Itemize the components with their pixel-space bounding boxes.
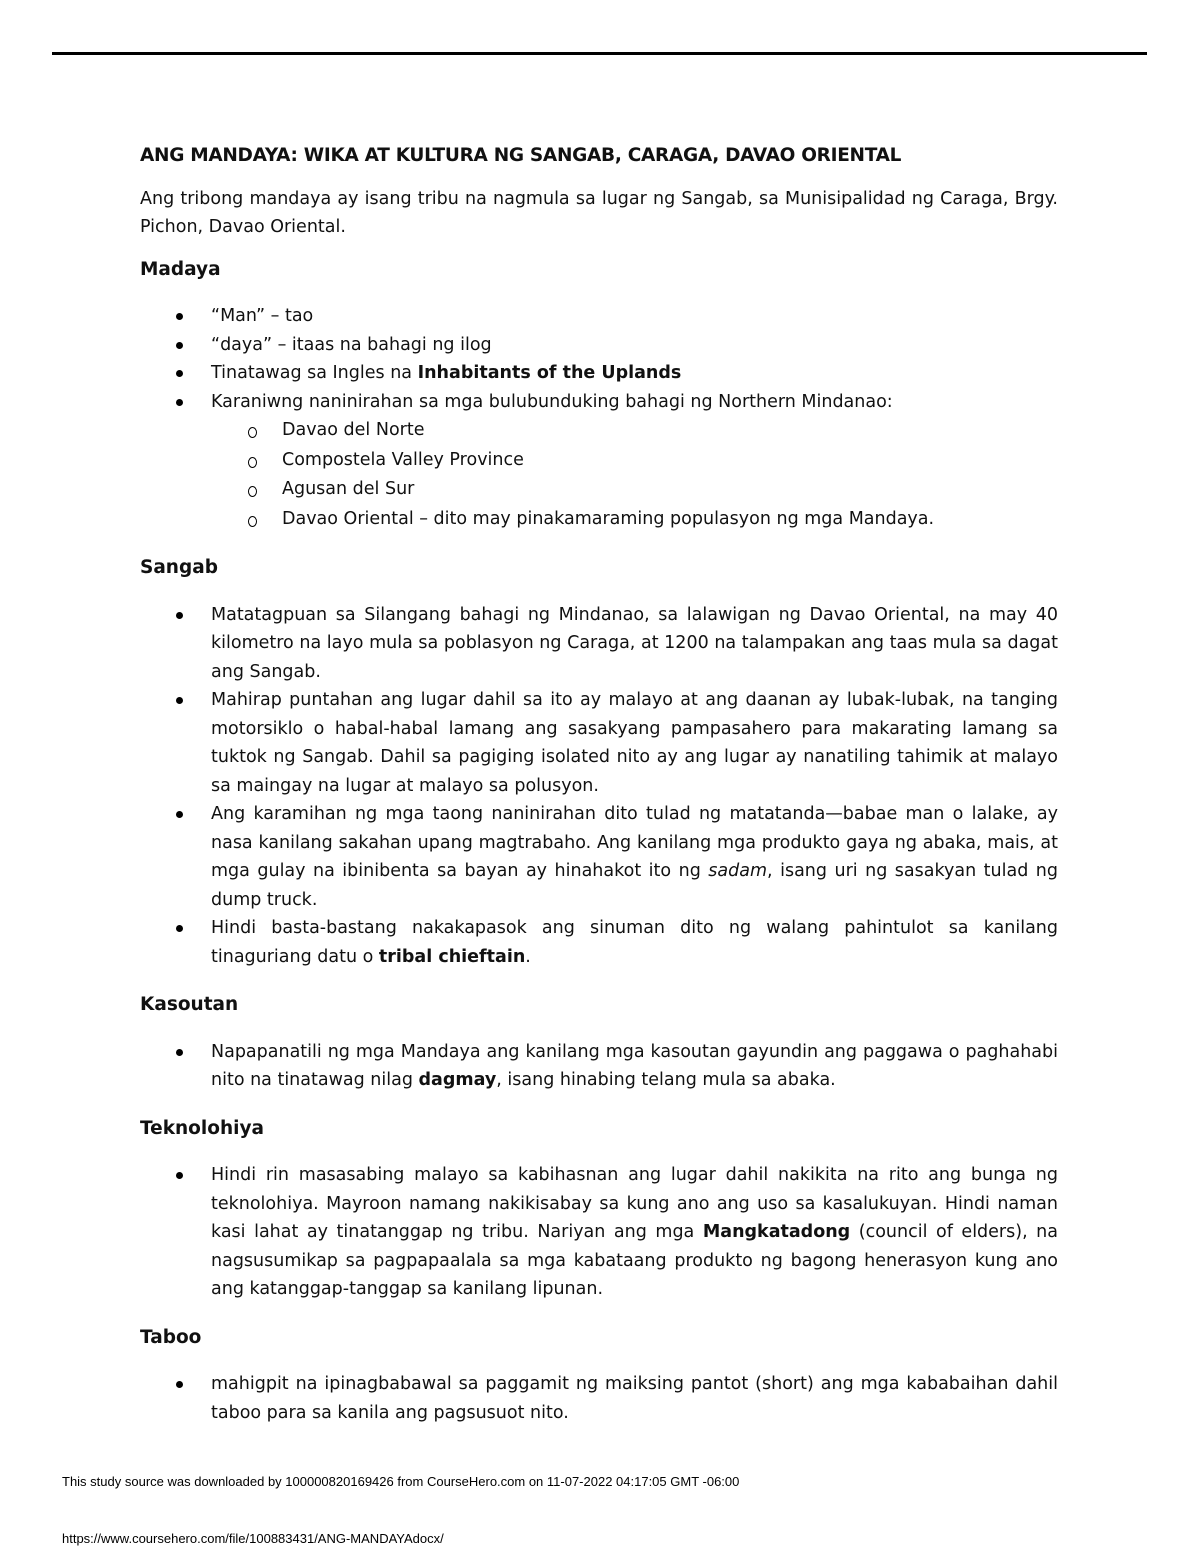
bullet-text: Ang karamihan ng mga taong naninirahan dito tulad ng matatanda—babae man o lalake, ay nasa kanilang sakahan upang magtrabaho. Ang kanilang mga produkto gaya ng abaka, mais, at mga gulay na ibinibenta sa bayan ay hinahakot ito ng <box>211 804 1058 881</box>
bullet-text: Tinatawag sa Ingles na <box>211 363 418 383</box>
list-item <box>140 302 1058 331</box>
document-title: ANG MANDAYA: WIKA AT KULTURA NG SANGAB, CARAGA, DAVAO ORIENTAL <box>140 145 902 166</box>
list-item <box>140 1038 1058 1095</box>
bullet-text: “Man” – tao <box>211 306 314 326</box>
bullet-text: Hindi basta-bastang nakakapasok ang sinuman dito ng walang pahintulot sa kanilang tinaguriang datu o <box>211 918 1058 967</box>
section-heading-kasoutan: Kasoutan <box>140 994 239 1015</box>
list-item <box>140 601 1058 687</box>
list-item <box>140 800 1058 914</box>
taboo-list <box>140 1370 1058 1427</box>
sub-list-item: Agusan del Sur <box>140 475 1058 505</box>
bold-term: Inhabitants of the Uplands <box>417 363 682 383</box>
bullet-text: (council of elders), na nagsusumikap sa pagpapaalala sa mga kabataang produkto ng bagong henerasyon kung ano ang katanggap-tanggap sa kanilang lipunan. <box>211 1222 1058 1299</box>
bullet-text: , isang uri ng sasakyan tulad ng dump truck. <box>211 861 1058 910</box>
list-item <box>140 1161 1058 1304</box>
bullet-text: Karaniwng naninirahan sa mga bulubunduking bahagi ng Northern Mindanao: <box>211 391 893 412</box>
list-item <box>140 914 1058 971</box>
madaya-list <box>140 302 1058 534</box>
bullet-text: Mahirap puntahan ang lugar dahil sa ito ay malayo at ang daanan ay lubak-lubak, na tanging motorsiklo o habal-habal lamang ang sasakyang pampasahero para makarating lamang sa tuktok ng Sangab. Dahil sa pagiging isolated nito ay ang lugar ay nanatiling tahimik at malayo sa maingay na lugar at malayo sa polusyon. <box>211 690 1058 796</box>
teknolohiya-list <box>140 1161 1058 1304</box>
intro-paragraph: Ang tribong mandaya ay isang tribu na nagmula sa lugar ng Sangab, sa Munisipalidad ng Caraga, Brgy. Pichon, Davao Oriental. <box>140 188 1058 237</box>
bullet-text: , isang hinabing telang mula sa abaka. <box>496 1070 836 1090</box>
section-heading-teknolohiya: Teknolohiya <box>140 1117 264 1139</box>
bullet-text: mahigpit na ipinagbabawal sa paggamit ng maiksing pantot (short) ang mga kababaihan dahil taboo para sa kanila ang pagsusuot nito. <box>211 1374 1058 1423</box>
list-item <box>140 686 1058 800</box>
list-item <box>140 1370 1058 1427</box>
bullet-text: Matatagpuan sa Silangang bahagi ng Mindanao, sa lalawigan ng Davao Oriental, na may 40 kilometro na layo mula sa poblasyon ng Caraga, at 1200 na talampakan ang taas mula sa dagat ang Sangab. <box>211 604 1058 682</box>
bullet-text: “daya” – itaas na bahagi ng ilog <box>211 334 492 355</box>
sangab-list <box>140 601 1058 972</box>
bold-term: dagmay <box>418 1070 497 1090</box>
section-heading-madaya: Madaya <box>140 258 221 280</box>
italic-term: sadam <box>708 861 768 881</box>
bullet-text: . <box>525 946 531 967</box>
bullet-text: Napapanatili ng mga Mandaya ang kanilang mga kasoutan gayundin ang paggawa o paghahabi nito na tinatawag nilag <box>211 1041 1058 1090</box>
sub-list-item: Davao Oriental – dito may pinakamaraming populasyon ng mga Mandaya. <box>140 505 1058 535</box>
bold-term: tribal chieftain <box>378 946 526 967</box>
top-rule <box>52 52 1147 55</box>
bullet-text: Hindi rin masasabing malayo sa kabihasnan ang lugar dahil nakikita na rito ang bunga ng teknolohiya. Mayroon namang nakikisabay sa kung ano ang uso sa kasalukuyan. Hindi naman kasi lahat ay tinatanggap ng tribu. Nariyan ang mga <box>211 1165 1058 1242</box>
sub-list-item: Davao del Norte <box>140 416 1058 446</box>
source-url: https://www.coursehero.com/file/100883431/ANG-MANDAYAdocx/ <box>62 1531 444 1546</box>
download-source-note: This study source was downloaded by 100000820169426 from CourseHero.com on 11-07-2022 04:17:05 GMT -06:00 <box>62 1474 740 1489</box>
section-heading-taboo: Taboo <box>140 1326 202 1348</box>
section-heading-sangab: Sangab <box>140 557 218 578</box>
sub-list-item: Compostela Valley Province <box>140 446 1058 476</box>
list-item <box>140 388 1058 535</box>
province-sublist <box>211 416 1058 534</box>
kasoutan-list <box>140 1038 1058 1095</box>
list-item <box>140 359 1058 388</box>
document-body <box>140 142 1058 1441</box>
bold-term: Mangkatadong <box>702 1222 851 1242</box>
list-item <box>140 331 1058 360</box>
